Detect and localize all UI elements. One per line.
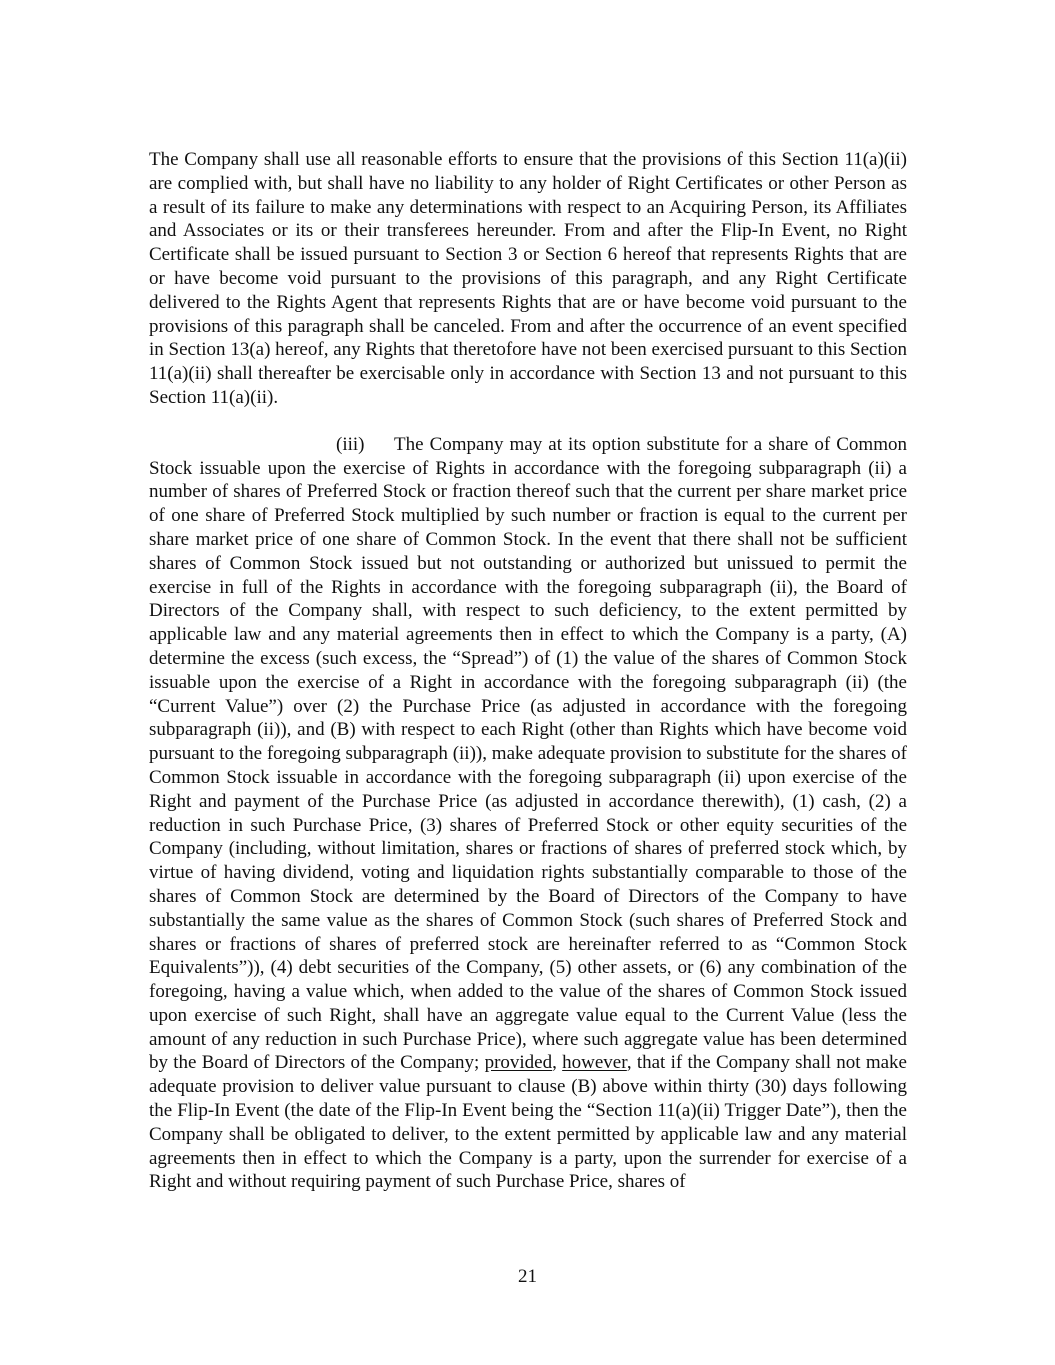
paragraph-section-11-a-ii: The Company shall use all reasonable efforts to ensure that the provisions of this Section 11(a)(ii) are complied with, but shall have no liability to any holder of Right Certificates or other Person as a result of its failure to make any determinations with respect to an Acquiring Person, its Affiliates and Associates or its or their transferees hereunder. From and after the Flip-In Event, no Right Certificate shall be issued pursuant to Section 3 or Section 6 hereof that represents Rights that are or have become void pursuant to the provisions of this paragraph, and any Right Certificate delivered to the Rights Agent that represents Rights that are or have become void pursuant to the provisions of this paragraph shall be canceled. From and after the occurrence of an event specified in Section 13(a) hereof, any Rights that theretofore have not been exercised pursuant to this Section 11(a)(ii) shall thereafter be exercisable only in accordance with Section 13 and not pursuant to this Section 11(a)(ii). xyxy=(149,149,907,408)
provided-underlined: provided xyxy=(484,1052,553,1074)
paragraph-text-continued: , that if the Company shall not make adequate provision to deliver value pursuant to clause (B) above within thirty (30) days following the Flip-In Event (the date of the Flip-In Event being the “Section 11(a)(ii) Trigger Date”), then the Company shall be obligated to deliver, to the extent permitted by applicable law and any material agreements then in effect to which the Company is a party, upon the surrender for exercise of a Right and without requiring payment of such Purchase Price, shares of xyxy=(149,1052,907,1193)
paragraph-section-11-a-iii xyxy=(149,433,907,1195)
paragraph-text: The Company may at its option substitute for a share of Common Stock issuable upon the exercise of Rights in accordance with the foregoing subparagraph (ii) a number of shares of Preferred Stock or fraction thereof such that the current per share market price of one share of Preferred Stock multiplied by such number or fraction is equal to the current per share market price of one share of Common Stock. In the event that there shall not be sufficient shares of Common Stock issued but not outstanding or authorized but unissued to permit the exercise in full of the Rights in accordance with the foregoing subparagraph (ii), the Board of Directors of the Company shall, with respect to such deficiency, to the extent permitted by applicable law and any material agreements then in effect to which the Company is a party, (A) determine the excess (such excess, the “Spread”) of (1) the value of the shares of Common Stock issuable upon the exercise of a Right in accordance with the foregoing subparagraph (ii) (the “Current Value”) over (2) the Purchase Price (as adjusted in accordance with the foregoing subparagraph (ii)), and (B) with respect to each Right (other than Rights which have become void pursuant to the foregoing subparagraph (ii)), make adequate provision to substitute for the shares of Common Stock issuable in accordance with the foregoing subparagraph (ii) upon exercise of the Right and payment of the Purchase Price (as adjusted in accordance therewith), (1) cash, (2) a reduction in such Purchase Price, (3) shares of Preferred Stock or other equity securities of the Company (including, without limitation, shares or fractions of shares of preferred stock which, by virtue of having dividend, voting and liquidation rights substantially comparable to those of the shares of Common Stock are determined by the Board of Directors of the Company to have substantially the same value as the shares of Common Stock (such shares of Preferred Stock and shares or fractions of shares of preferred stock are hereinafter referred to as “Common Stock Equivalents”)), (4) debt securities of the Company, (5) other assets, or (6) any combination of the foregoing, having a value which, when added to the value of the shares of Common Stock issued upon exercise of such Right, shall have an aggregate value equal to the Current Value (less the amount of any reduction in such Purchase Price), where such aggregate value has been determined by the Board of Directors of the Company; xyxy=(149,433,907,1074)
document-page xyxy=(149,148,907,1194)
comma: , xyxy=(552,1052,557,1074)
however-underlined: however xyxy=(562,1052,627,1074)
page-number: 21 xyxy=(518,1266,537,1287)
subparagraph-number: (iii) xyxy=(336,433,365,455)
